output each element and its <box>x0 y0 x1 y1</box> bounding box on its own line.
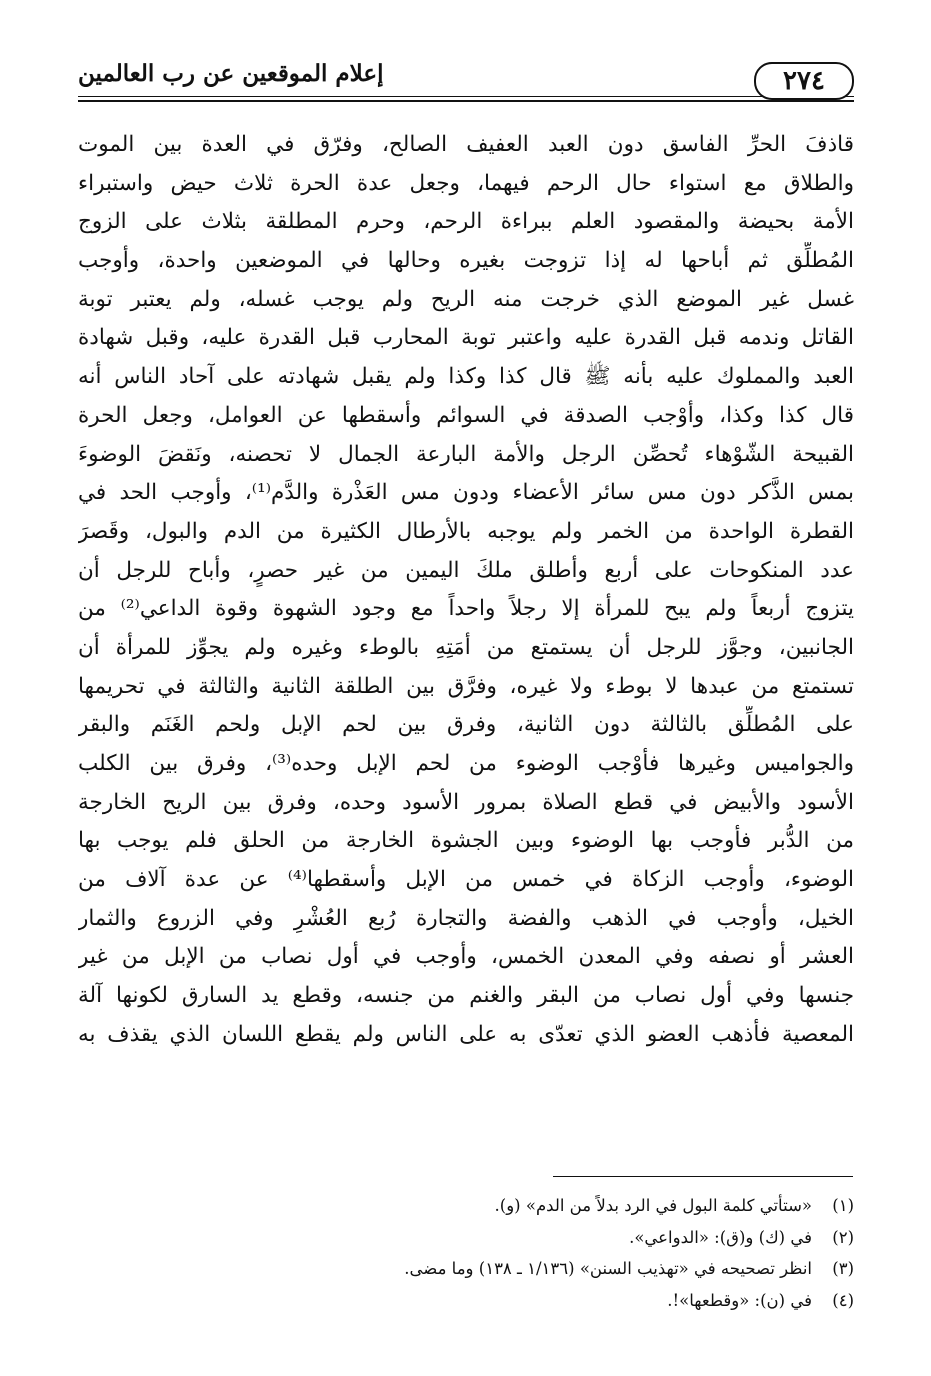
text-line: غسل غير الموضع الذي خرجت منه الريح ولم يوجب غسله، ولم يعتبر توبة <box>78 286 854 312</box>
text-line: على المُطلِّق بالثالثة دون الثانية، وفرق بين لحم الإبل ولحم الغَنَم والبقر <box>78 712 854 738</box>
footnote-number: (٤) <box>832 1290 854 1310</box>
body-text <box>78 126 854 1055</box>
footnote-number: (١) <box>832 1196 854 1215</box>
running-header <box>78 52 854 108</box>
footnote-text: في (ك) و(ق): «الدواعي». <box>629 1227 812 1247</box>
text-line: القاتل وندمه قبل القدرة عليه واعتبر توبة المحارب قبل القدرة عليه، وقبل شهادة <box>78 325 854 351</box>
header-rule-thick <box>78 100 854 102</box>
text-line: القطرة الواحدة من الخمر ولم يوجبه بالأرطال الكثيرة من الدم والبول، وقَصرَ <box>78 518 854 544</box>
footnote-text: «ستأتي كلمة البول في الرد بدلاً من الدم» (و). <box>494 1196 812 1215</box>
text-line: الجانبين، وجوَّز للرجل أن يستمتع من أمَتِهِ بالوطء وغيره ولم يجوِّز للمرأة أن <box>78 634 854 660</box>
text-line: الأمة بحيضة والمقصود العلم ببراءة الرحم، وحرم المطلقة بثلاث على الزوج <box>78 209 854 235</box>
footnote <box>78 1222 854 1254</box>
text-line: الوضوء، وأوجب الزكاة في خمس من الإبل وأسقطها⁽⁴⁾ عن عدة آلاف من <box>78 867 854 893</box>
text-line: القبيحة الشّوْهاء تُحصِّن الرجل والأمة البارعة الجمال لا تحصنه، ونَقضَ الوضوءَ <box>78 441 854 467</box>
footnote-text: في (ن): «وقطعها»!. <box>667 1290 812 1310</box>
text-line: بمس الذَّكر دون مس سائر الأعضاء ودون مس العَذْرة والدَّم⁽¹⁾، وأوجب الحد في <box>78 480 854 506</box>
text-line: تستمتع من عبدها لا بوطء ولا غيره، وفرَّق بين الطلقة الثانية والثالثة في تحريمها <box>78 673 854 699</box>
footnote <box>78 1190 854 1222</box>
text-line: والجواميس وغيرها فأوْجب الوضوء من لحم الإبل وحده⁽³⁾، وفرق بين الكلب <box>78 751 854 776</box>
text-line: الأسود والأبيض في قطع الصلاة بمرور الأسود وحده، وفرق بين الريح الخارجة <box>78 789 854 815</box>
text-line: الخيل، وأوجب في الذهب والفضة والتجارة رُبع العُشْرِ وفي الزروع والثمار <box>78 905 854 931</box>
footnote-text: انظر تصحيحه في «تهذيب السنن» (١/١٣٦ ـ ١٣٨) وما مضى. <box>404 1259 812 1278</box>
footnote-separator <box>553 1176 853 1177</box>
page-number: ٢٧٤ <box>754 62 854 100</box>
header-rule-thin <box>78 96 854 97</box>
text-line: جنسها وفي أول نصاب من البقر والغنم من جنسه، وقطع يد السارق لكونها آلة <box>78 983 854 1009</box>
text-line: العشر أو نصفه وفي المعدن الخمس، وأوجب في أول نصاب من الإبل من غير <box>78 944 854 970</box>
text-line: المعصية فأذهب العضو الذي تعدّى به على الناس ولم يقطع اللسان الذي يقذف به <box>78 1021 854 1047</box>
footnotes <box>78 1190 854 1316</box>
text-line: قال كذا وكذا، وأوْجب الصدقة في السوائم وأسقطها عن العوامل، وجعل الحرة <box>78 402 854 428</box>
text-line: عدد المنكوحات على أربع وأطلق ملكَ اليمين من غير حصرٍ، وأباح للرجل أن <box>78 557 854 583</box>
text-line: والطلاق مع استواء حال الرحم فيهما، وجعل عدة الحرة ثلاث حيض واستبراء <box>78 170 854 196</box>
text-line: من الدُّبر فأوجب بها الوضوء وبين الجشوة الخارجة من الحلق فلم يوجب بها <box>78 828 854 854</box>
footnote <box>78 1285 854 1317</box>
text-line: العبد والمملوك عليه بأنه ﷺ قال كذا وكذا ولم يقبل شهادته على آحاد الناس أنه <box>78 364 854 390</box>
book-title: إعلام الموقعين عن رب العالمين <box>78 60 384 87</box>
text-line: قاذفَ الحرِّ الفاسق دون العبد العفيف الصالح، وفرّق في العدة بين الموت <box>78 132 854 157</box>
footnote-number: (٢) <box>832 1227 854 1247</box>
footnote-number: (٣) <box>832 1259 854 1278</box>
text-line: يتزوج أربعاً ولم يبح للمرأة إلا رجلاً واحداً مع وجود الشهوة وقوة الداعي⁽²⁾ من <box>78 596 854 622</box>
text-line: المُطلِّق ثم أباحها له إذا تزوجت بغيره وحالها في الموضعين واحدة، وأوجب <box>78 248 854 274</box>
footnote <box>78 1253 854 1285</box>
